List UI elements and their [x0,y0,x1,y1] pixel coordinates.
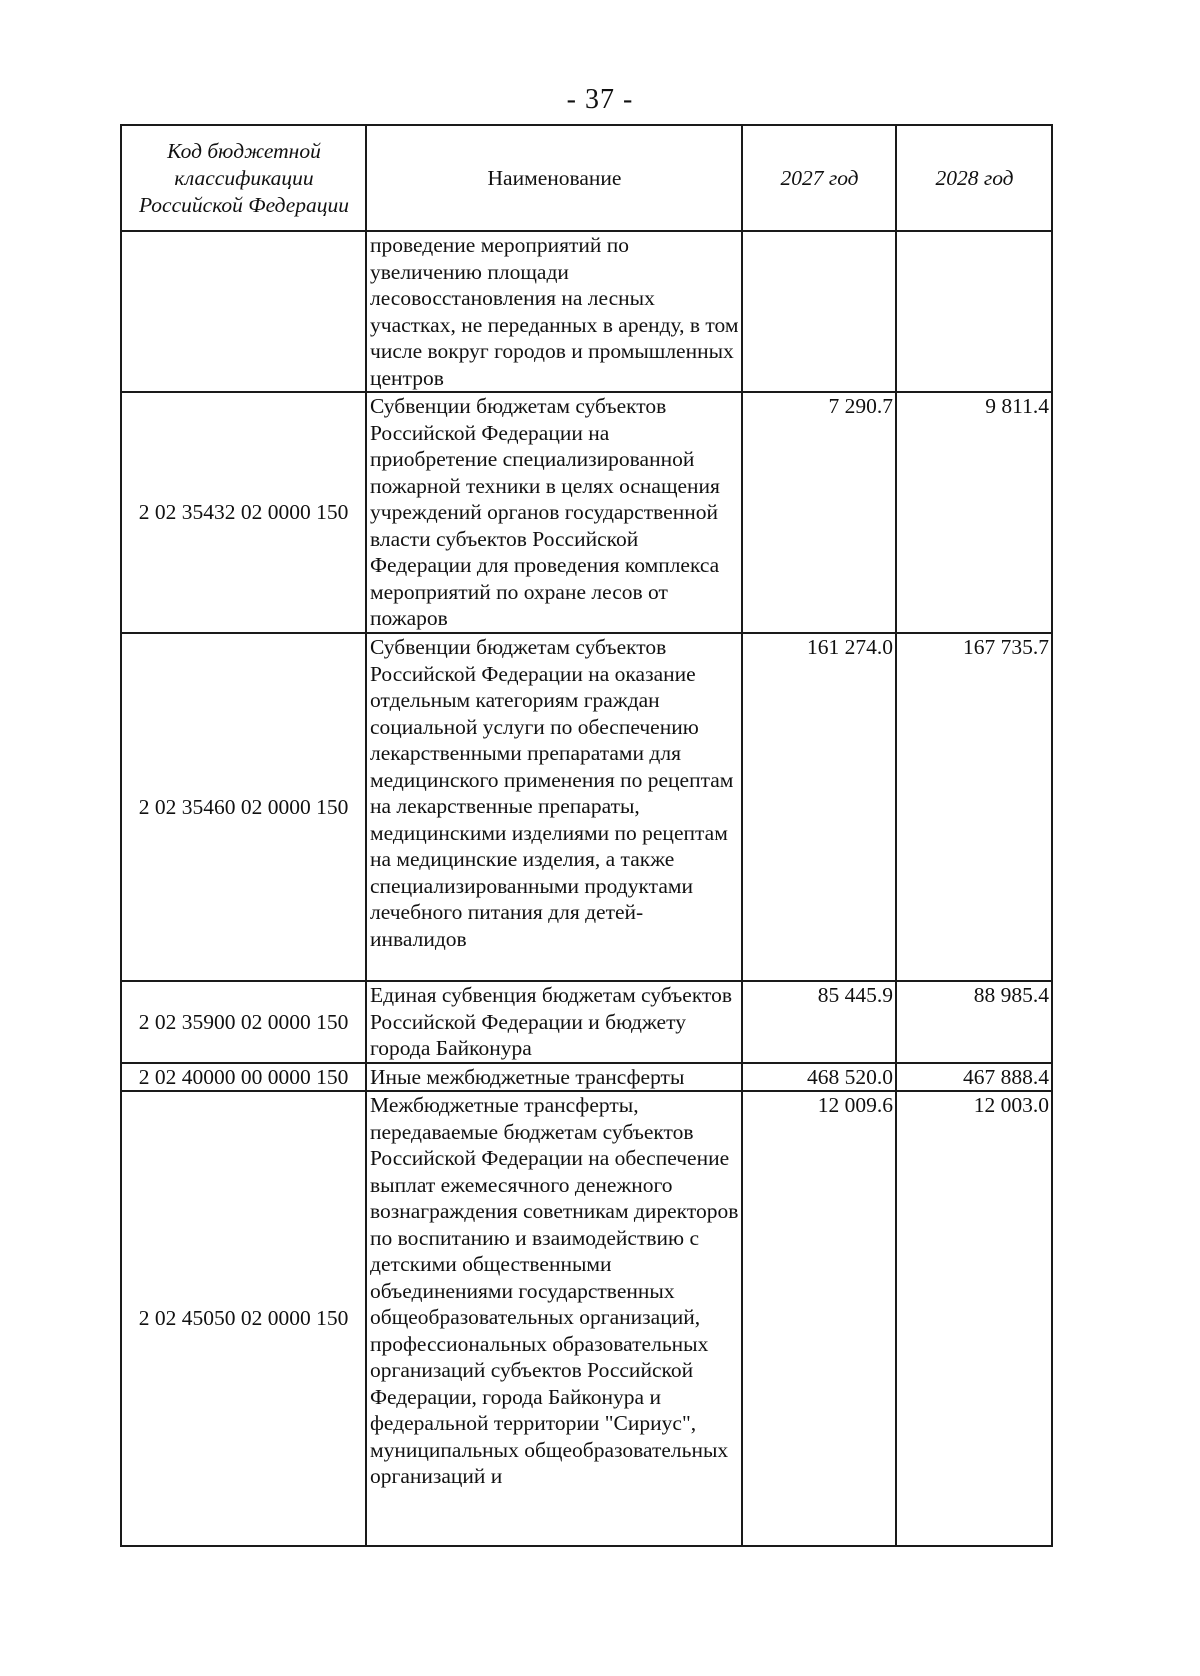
table-row [121,392,1052,633]
header-year-2028: 2028 год [896,125,1052,231]
row-code [121,231,366,392]
row-name: Субвенции бюджетам субъектов Российской Федерации на приобретение специализированной пожарной техники в целях оснащения учреждений органов государственной власти субъектов Российской Федерации для проведения комплекса мероприятий по охране лесов от пожаров [366,392,742,633]
row-value-2027 [742,231,896,392]
header-code: Код бюджетной классификации Российской Федерации [121,125,366,231]
row-value-2028: 12 003.0 [896,1091,1052,1546]
row-value-2028 [896,231,1052,392]
table-row [121,981,1052,1063]
row-value-2027: 85 445.9 [742,981,896,1063]
row-name: Единая субвенция бюджетам субъектов Российской Федерации и бюджету города Байконура [366,981,742,1063]
row-code: 2 02 35460 02 0000 150 [121,633,366,981]
row-code: 2 02 45050 02 0000 150 [121,1091,366,1546]
row-value-2028: 167 735.7 [896,633,1052,981]
header-year-2027: 2027 год [742,125,896,231]
row-value-2027: 161 274.0 [742,633,896,981]
row-name: Субвенции бюджетам субъектов Российской Федерации на оказание отдельным категориям граждан социальной услуги по обеспечению лекарственными препаратами для медицинского применения по рецептам на лекарственные препараты, медицинскими изделиями по рецептам на медицинские изделия, а также специализированными продуктами лечебного питания для детей-инвалидов [366,633,742,981]
row-name: проведение мероприятий по увеличению площади лесовосстановления на лесных участках, не переданных в аренду, в том числе вокруг городов и промышленных центров [366,231,742,392]
table-row [121,231,1052,392]
table-row [121,1063,1052,1092]
header-name: Наименование [366,125,742,231]
row-value-2027: 12 009.6 [742,1091,896,1546]
budget-table [120,124,1053,1547]
page-number: - 37 - [566,84,634,115]
row-value-2027: 468 520.0 [742,1063,896,1092]
row-code: 2 02 35432 02 0000 150 [121,392,366,633]
row-value-2028: 88 985.4 [896,981,1052,1063]
row-name: Иные межбюджетные трансферты [366,1063,742,1092]
row-value-2028: 467 888.4 [896,1063,1052,1092]
row-value-2028: 9 811.4 [896,392,1052,633]
row-name: Межбюджетные трансферты, передаваемые бюджетам субъектов Российской Федерации на обеспечение выплат ежемесячного денежного вознаграждения советникам директоров по воспитанию и взаимодействию с детскими общественными объединениями государственных общеобразовательных организаций, профессиональных образовательных организаций субъектов Российской Федерации, города Байконура и федеральной территории "Сириус", муниципальных общеобразовательных организаций и [366,1091,742,1546]
table-row [121,1091,1052,1546]
table-header-row [121,125,1052,231]
table-row [121,633,1052,981]
row-code: 2 02 35900 02 0000 150 [121,981,366,1063]
row-code: 2 02 40000 00 0000 150 [121,1063,366,1092]
row-value-2027: 7 290.7 [742,392,896,633]
